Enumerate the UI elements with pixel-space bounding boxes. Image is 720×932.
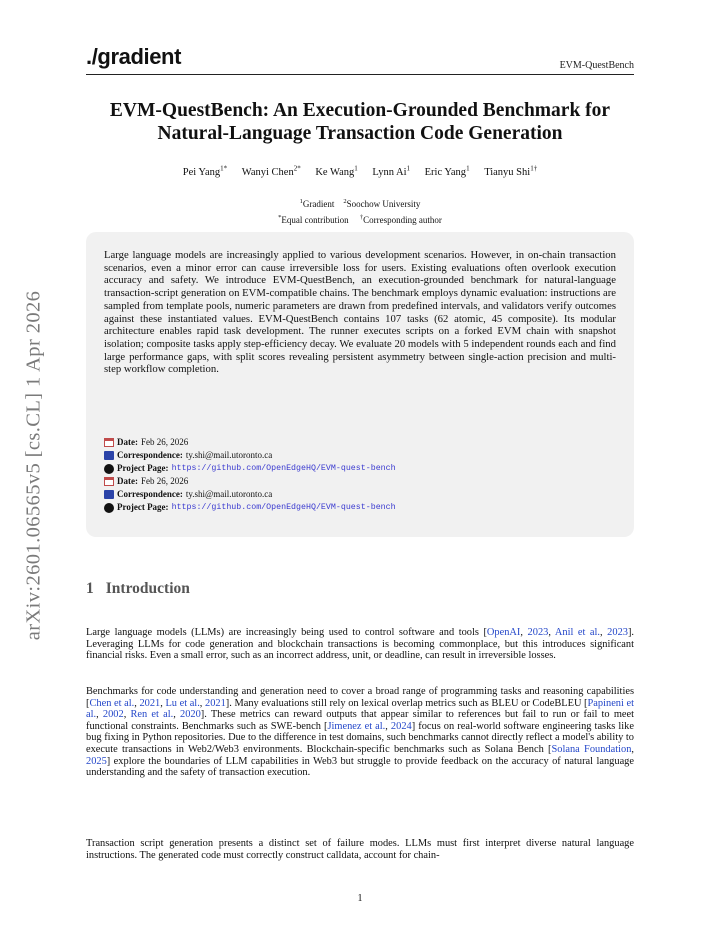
paragraph-text: ,	[199, 697, 206, 709]
paragraph-text: ,	[173, 709, 180, 721]
citation-link[interactable]: OpenAI	[486, 627, 521, 638]
paragraph-text: ,	[96, 709, 103, 721]
citation-link[interactable]: 2020	[180, 709, 201, 721]
abstract-box	[86, 232, 634, 537]
paragraph-text: ,	[160, 697, 166, 709]
paragraph-text: Benchmarks for code understanding and generation need to cover a broad range of programming tasks and reasoning capabilities [	[86, 686, 634, 709]
paragraph-text: ,	[600, 627, 608, 638]
citation-link[interactable]: 2023	[607, 627, 628, 638]
title-line: Natural-Language Transaction Code Generation	[157, 123, 563, 144]
running-title: EVM-QuestBench	[559, 60, 634, 71]
author-list	[86, 164, 634, 178]
paragraph-text: ,	[520, 627, 528, 638]
author: Ke Wang$^1$	[315, 164, 358, 178]
citation-link[interactable]: Chen et al.	[89, 697, 135, 709]
arxiv-identifier: arXiv:2601.06565v5 [cs.CL] 1 Apr 2026	[22, 290, 45, 640]
paragraph-text: Large language models (LLMs) are increasingly being used to control software and tools [	[86, 627, 487, 638]
author: Pei Yang$^{1*}$	[182, 164, 228, 178]
citation-link[interactable]: 2023	[527, 627, 549, 638]
citation-link[interactable]: 2021	[139, 697, 161, 709]
affiliations	[86, 195, 634, 227]
citation-link[interactable]: Jimenez et al.	[327, 720, 386, 732]
github-icon	[104, 464, 114, 474]
paragraph-text: ,	[548, 627, 555, 638]
project-link[interactable]: https://github.com/OpenEdgeHQ/EVM-quest-bench	[171, 464, 396, 473]
affiliation-line: $^1$Gradient $^2$Soochow University	[299, 198, 421, 209]
intro-paragraph	[86, 627, 634, 662]
author: Wanyi Chen$^{2*}$	[241, 164, 301, 178]
gradient-logo: ./gradient	[86, 44, 182, 69]
intro-paragraph	[86, 686, 634, 779]
paragraph-text: ,	[134, 697, 140, 709]
citation-link[interactable]: Lu et al.	[165, 697, 200, 709]
citation-link[interactable]: Ren et al.	[130, 709, 174, 721]
abstract-text: Large language models are increasingly applied to various development scenarios. However, in on-chain transaction scenarios, even a minor error can cause irreversible loss for users. Existing evaluations often overlook execution accuracy and safety. We introduce EVM-QuestBench, an execution-grounded benchmark for natural-language transaction-script generation on EVM-compatible chains. The benchmark employs dynamic evaluation: instructions are sampled from template pools, numeric parameters are drawn from predefined intervals, and validators verify outcomes against these instantiated values. EVM-QuestBench contains 107 tasks (62 atomic, 45 composite). Its modular architecture enables rapid task development. The runner executes scripts on a forked EVM chain with snapshot isolation; composite tasks apply step-efficiency decay. We evaluate 20 models with 5 independent rounds each and find large performance gaps, with split scores revealing persistent asymmetry between single-action precision and multi-step workflow completion.	[104, 249, 616, 376]
citation-link[interactable]: 2025	[86, 755, 107, 767]
calendar-icon	[104, 477, 114, 486]
citation-link[interactable]: Papineni et al.	[86, 697, 635, 721]
paragraph-text: ,	[123, 709, 131, 721]
paper-title	[86, 99, 634, 145]
citation-link[interactable]: Solana Foundation	[551, 743, 632, 755]
paragraph-text: ]. Leveraging LLMs for code generation and blockchain transactions is becoming commonplace, but this introduces significant financial risks. Even a small error, such as an incorrect address, unit, or deadline, can result in irreversible losses.	[86, 627, 635, 662]
page-number: 1	[357, 893, 363, 904]
date-row: Date: Feb 26, 2026	[104, 475, 616, 488]
section-heading: 1 Introduction	[86, 580, 190, 597]
citation-link[interactable]: Anil et al.	[554, 627, 601, 638]
citation-link[interactable]: 2002	[102, 709, 124, 721]
metadata-list	[104, 436, 616, 514]
project-link[interactable]: https://github.com/OpenEdgeHQ/EVM-quest-bench	[171, 503, 396, 512]
project-page-row: Project Page: https://github.com/OpenEdgeHQ/EVM-quest-bench	[104, 462, 616, 475]
title-line: EVM-QuestBench: An Execution-Grounded Benchmark for	[109, 100, 611, 121]
project-page-row: Project Page: https://github.com/OpenEdgeHQ/EVM-quest-bench	[104, 501, 616, 514]
paragraph-text: ]. These metrics can reward outputs that appear similar to references but fail to run or fail to meet functional constraints. Benchmarks such as SWE-bench [	[86, 709, 635, 732]
correspondence-row: Correspondence: ty.shi@mail.utoronto.ca	[104, 488, 616, 501]
contribution-note: *Equal contribution †Corresponding author	[278, 214, 442, 225]
calendar-icon	[104, 438, 114, 447]
paragraph-text: ,	[385, 720, 391, 732]
correspondence-row: Correspondence: ty.shi@mail.utoronto.ca	[104, 449, 616, 462]
github-icon	[104, 503, 114, 513]
author: Lynn Ai$^1$	[372, 164, 411, 178]
author: Tianyu Shi$^{1\dagger}$	[484, 164, 538, 178]
page-header	[86, 44, 634, 75]
envelope-icon	[104, 451, 114, 460]
paragraph-text: ]. Many evaluations still rely on lexical overlap metrics such as BLEU or CodeBLEU [	[225, 697, 588, 709]
envelope-icon	[104, 490, 114, 499]
paragraph-text: ] explore the boundaries of LLM capabilities in Web3 but struggle to provide feedback on the accuracy of natural language understanding and the safety of transaction execution.	[86, 755, 634, 779]
paragraph-text: ] focus on real-world software engineering tasks like bug fixing in Python repositories. Due to the difference in test domains, such benchmarks cannot directly reflect a model's ability to execute transactions in Web2/Web3 environments. Blockchain-specific benchmarks such as Solana Bench [	[86, 720, 634, 755]
author: Eric Yang$^1$	[424, 164, 470, 178]
paragraph-text: Transaction script generation presents a distinct set of failure modes. LLMs must first interpret diverse natural language instructions. The generated code must correctly construct calldata, account for chain-	[86, 838, 634, 861]
intro-paragraph	[86, 838, 634, 861]
date-row: Date: Feb 26, 2026	[104, 436, 616, 449]
citation-link[interactable]: 2021	[205, 697, 226, 709]
paragraph-text: ,	[631, 743, 634, 755]
citation-link[interactable]: 2024	[390, 720, 412, 732]
